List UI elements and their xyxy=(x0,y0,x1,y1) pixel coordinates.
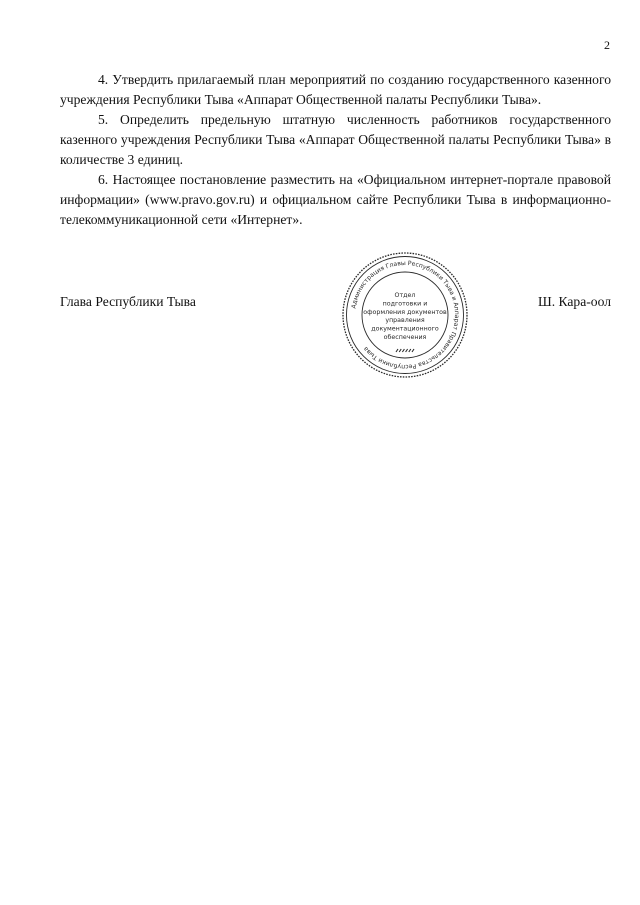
seal-center-text xyxy=(363,292,447,341)
paragraph-6: 6. Настоящее постановление разместить на «Официальном интернет-портале правовой информации» (www.pravo.gov.ru) и официальном сайте Республики Тыва в информационно-телекоммуникационной сети «Интернет». xyxy=(60,172,611,227)
signatory-name: Ш. Кара-оол xyxy=(538,294,611,309)
official-seal-stamp xyxy=(340,250,470,380)
seal-center-line: управления xyxy=(385,317,425,325)
page-number: 2 xyxy=(604,38,610,52)
seal-center-line: документационного xyxy=(371,325,439,333)
seal-bottom-mark xyxy=(396,349,414,352)
paragraph-5: 5. Определить предельную штатную численность работников государственного казенного учреждения Республики Тыва «Аппарат Общественной палаты Республики Тыва» в количестве 3 единиц. xyxy=(60,112,611,167)
signature-block xyxy=(60,294,611,314)
seal-center-line: подготовки и xyxy=(382,300,428,308)
seal-center-line: Отдел xyxy=(394,292,416,299)
document-body xyxy=(60,70,611,230)
seal-center-line: обеспечения xyxy=(383,334,427,341)
signatory-title: Глава Республики Тыва xyxy=(60,294,196,309)
seal-center-line: оформления документов xyxy=(363,308,447,316)
seal-ring-text: Администрация Главы Республики Тыва и Аппарат Правительства Республики Тыва xyxy=(350,259,461,371)
seal-graphic xyxy=(340,250,470,380)
paragraph-4: 4. Утвердить прилагаемый план мероприятий по созданию государственного казенного учреждения Республики Тыва «Аппарат Общественной палаты Республики Тыва». xyxy=(60,72,611,107)
